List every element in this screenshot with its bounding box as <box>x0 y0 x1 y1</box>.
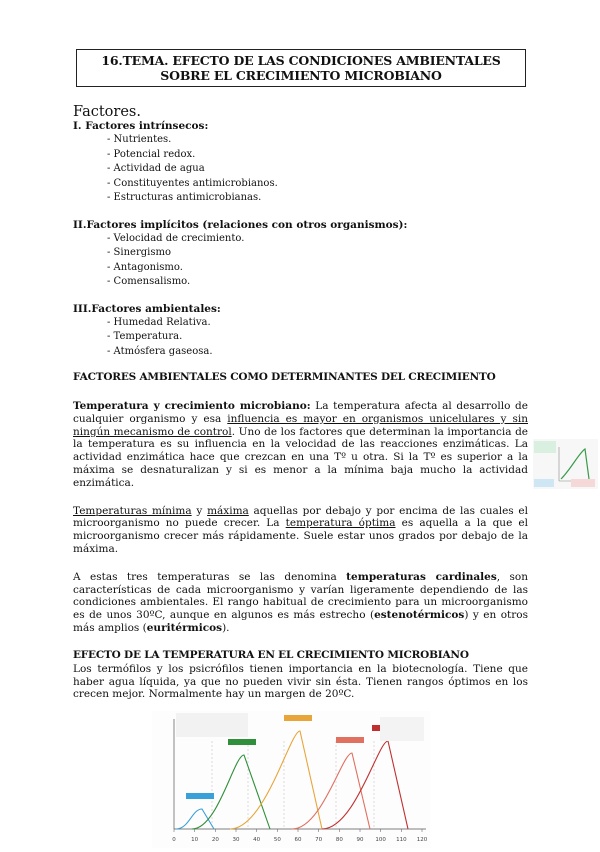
legend-box <box>380 717 424 741</box>
paragraph-temperaturas <box>73 505 528 556</box>
x-tick-label: 80 <box>335 837 343 843</box>
factor-list <box>107 232 528 290</box>
x-tick-label: 110 <box>396 837 407 843</box>
p3-bold-3: euritérmicos <box>146 621 223 634</box>
side-figure-image <box>533 439 598 489</box>
p1-underlined: influencia es mayor en organismos unicelulares y sin ningún mecanismo de control <box>73 412 528 438</box>
factor-item: - Potencial redox. <box>107 148 196 160</box>
p3-text-d: ) y en otros más amplios ( <box>73 609 528 634</box>
factor-group <box>73 303 528 360</box>
curve-label-tag <box>336 737 364 743</box>
factor-item: - Sinergismo <box>107 247 171 258</box>
p3-text-a: A estas tres temperaturas se las denomina <box>73 570 347 583</box>
x-tick-label: 70 <box>315 837 323 843</box>
factor-group <box>73 120 528 206</box>
temperature-growth-chart <box>152 711 430 848</box>
x-tick-label: 0 <box>172 837 176 843</box>
paragraph-temperatura <box>73 400 528 490</box>
p3-text-c: , son características de cada microorganismo y varían ligeramente dependiendo de las condiciones ambientales. El rango habitual de crecimiento para un microorganismo es de unos 30ºC, aunque en algunos es más estrecho ( <box>73 570 528 622</box>
factor-item: - Antagonismo. <box>107 261 183 273</box>
curve-label-tag <box>228 739 256 745</box>
x-tick-label: 120 <box>416 837 428 843</box>
title-line-1: 16.TEMA. EFECTO DE LAS CONDICIONES AMBIENTALES <box>101 53 501 68</box>
x-tick-label: 20 <box>211 837 219 843</box>
factor-group-heading: I. Factores intrínsecos: <box>73 120 209 132</box>
factor-item: - Actividad de agua <box>107 163 205 174</box>
p2-underlined-3: temperatura óptima <box>285 517 396 530</box>
x-tick-label: 10 <box>191 837 199 843</box>
p3-bold-2: estenotérmicos <box>374 609 465 622</box>
factor-item: - Velocidad de crecimiento. <box>107 232 245 244</box>
factor-group-heading: III.Factores ambientales: <box>73 302 221 315</box>
factor-item: - Humedad Relativa. <box>107 316 211 328</box>
p2-underlined-1: Temperaturas mínima <box>73 504 192 517</box>
p2-underlined-2: máxima <box>207 504 249 517</box>
p1-text-b: . Uno de los factores que determinan la importancia de la temperatura es su influencia en la velocidad de las reacciones enzimáticas. La actividad enzimática hace que crezcan en una Tº u otra. Si la Tº es superior a la máxima se desnaturalizan y si es menor a la mínima baja mucho la actividad enzimática. <box>73 425 529 489</box>
note-box <box>176 713 248 737</box>
x-tick-label: 100 <box>375 837 386 843</box>
p3-text-e: ). <box>222 621 230 634</box>
factor-groups <box>73 120 528 359</box>
x-tick-label: 60 <box>294 837 302 843</box>
factor-list <box>107 316 528 360</box>
p3-bold-1: temperaturas cardinales <box>346 570 497 583</box>
p2-text-c: es aquella a la que el microorganismo crecer más rápidamente. Suele estar unos grados por debajo de la máxima. <box>73 517 528 555</box>
curve-label-tag <box>186 793 214 799</box>
factor-group <box>73 219 528 290</box>
factor-item: - Comensalismo. <box>107 276 191 287</box>
x-tick-label: 30 <box>232 837 240 843</box>
title-line-2: SOBRE EL CRECIMIENTO MICROBIANO <box>160 68 442 83</box>
factor-item: - Atmósfera gaseosa. <box>107 345 213 357</box>
curve-label-tag <box>284 715 312 721</box>
p2-text-a: y <box>191 504 208 517</box>
factor-item: - Constituyentes antimicrobianos. <box>107 177 278 189</box>
factor-list <box>107 133 528 206</box>
title-box <box>76 49 526 87</box>
paragraph-termofilos: Los termófilos y los psicrófilos tienen importancia en la biotecnología. Tiene que haber agua líquida, ya que no pueden vivir sin ésta. Tienen rangos óptimos en los crecen mejor. Normalmente hay un margen de 20ºC. <box>73 662 528 701</box>
factor-item: - Nutrientes. <box>107 134 172 145</box>
factor-item: - Estructuras antimicrobianas. <box>107 192 262 203</box>
factor-item: - Temperatura. <box>107 331 183 342</box>
x-tick-label: 40 <box>253 837 261 843</box>
x-tick-label: 50 <box>273 837 281 843</box>
section2-heading: EFECTO DE LA TEMPERATURA EN EL CRECIMIENTO MICROBIANO <box>73 648 469 661</box>
p1-bold: Temperatura y crecimiento microbiano: <box>73 400 311 412</box>
paragraph-cardinales <box>73 571 528 635</box>
document-body <box>73 104 528 701</box>
p1-text-a: La temperatura afecta al desarrollo de cualquier organismo y esa <box>73 400 528 425</box>
factores-heading: Factores. <box>73 104 141 120</box>
factor-group-heading: II.Factores implícitos (relaciones con otros organismos): <box>73 218 408 231</box>
x-tick-label: 90 <box>356 837 364 843</box>
p2-text-b: aquellas por debajo y por encima de las cuales el microorganismo no puede crecer. La <box>73 504 529 530</box>
section1-heading: FACTORES AMBIENTALES COMO DETERMINANTES DEL CRECIMIENTO <box>73 371 496 383</box>
